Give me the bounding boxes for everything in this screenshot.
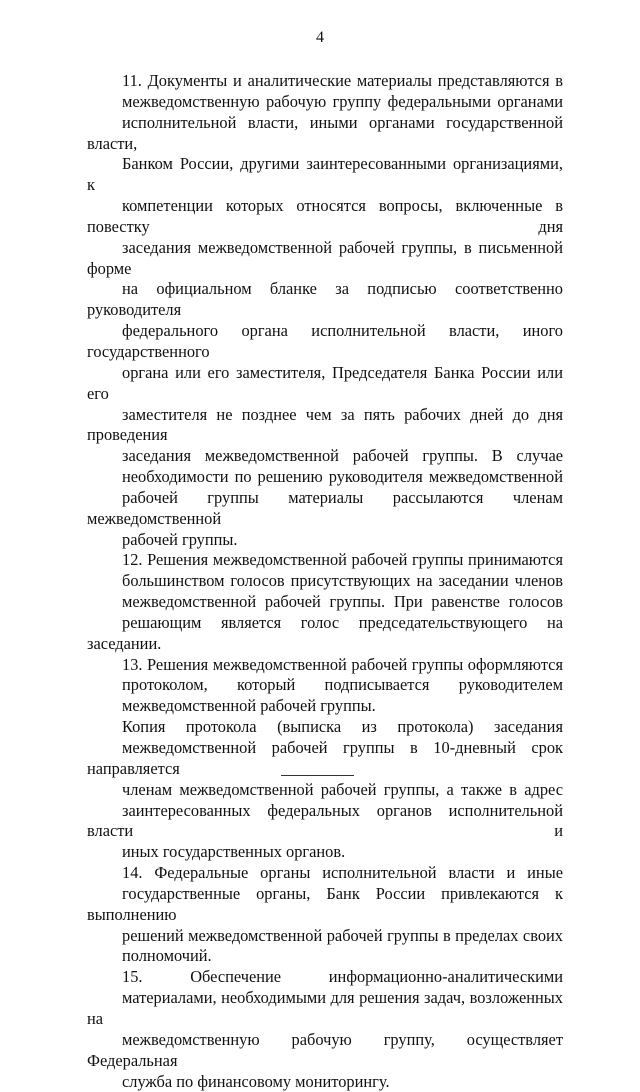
text-line: членам межведомственной рабочей группы, а также в адрес	[87, 780, 563, 801]
document-body	[87, 71, 563, 1092]
text-line: служба по финансовому мониторингу.	[87, 1072, 563, 1092]
text-line: 11. Документы и аналитические материалы представляются в	[87, 71, 563, 92]
text-line: межведомственной рабочей группы в 10-дневный срок направляется	[87, 738, 563, 780]
paragraph	[87, 967, 563, 1092]
text-line: государственные органы, Банк России привлекаются к выполнению	[87, 884, 563, 926]
text-line: межведомственной рабочей группы. При равенстве голосов	[87, 592, 563, 613]
text-line: материалами, необходимыми для решения задач, возложенных на	[87, 988, 563, 1030]
text-line: Копия протокола (выписка из протокола) заседания	[87, 717, 563, 738]
end-of-text-rule	[281, 775, 354, 776]
text-line: полномочий.	[87, 946, 563, 967]
paragraph	[87, 717, 563, 863]
paragraph	[87, 863, 563, 967]
paragraph	[87, 655, 563, 718]
text-line: межведомственную рабочую группу федеральными органами	[87, 92, 563, 113]
text-line: заседания межведомственной рабочей группы. В случае	[87, 446, 563, 467]
text-line: на официальном бланке за подписью соответственно руководителя	[87, 279, 563, 321]
text-line: 15. Обеспечение информационно-аналитическими	[87, 967, 563, 988]
text-line: необходимости по решению руководителя межведомственной	[87, 467, 563, 488]
text-line: компетенции которых относятся вопросы, включенные в повестку дня	[87, 196, 563, 238]
text-line: Банком России, другими заинтересованными организациями, к	[87, 154, 563, 196]
text-line: исполнительной власти, иными органами государственной власти,	[87, 113, 563, 155]
text-line: межведомственную рабочую группу, осуществляет Федеральная	[87, 1030, 563, 1072]
text-line: решений межведомственной рабочей группы в пределах своих	[87, 926, 563, 947]
text-line: заседания межведомственной рабочей группы, в письменной форме	[87, 238, 563, 280]
text-line: иных государственных органов.	[87, 842, 563, 863]
text-line: заинтересованных федеральных органов исполнительной власти и	[87, 801, 563, 843]
text-line: решающим является голос председательствующего на заседании.	[87, 613, 563, 655]
text-line: 13. Решения межведомственной рабочей группы оформляются	[87, 655, 563, 676]
text-line: заместителя не позднее чем за пять рабочих дней до дня проведения	[87, 405, 563, 447]
page-number: 4	[0, 28, 640, 48]
text-line: федерального органа исполнительной власти, иного государственного	[87, 321, 563, 363]
paragraph	[87, 71, 563, 550]
text-line: межведомственной рабочей группы.	[87, 696, 563, 717]
text-line: органа или его заместителя, Председателя Банка России или его	[87, 363, 563, 405]
text-line: 12. Решения межведомственной рабочей группы принимаются	[87, 550, 563, 571]
text-line: протоколом, который подписывается руководителем	[87, 675, 563, 696]
text-line: большинством голосов присутствующих на заседании членов	[87, 571, 563, 592]
text-line: рабочей группы.	[87, 530, 563, 551]
text-line: 14. Федеральные органы исполнительной власти и иные	[87, 863, 563, 884]
text-line: рабочей группы материалы рассылаются членам межведомственной	[87, 488, 563, 530]
paragraph	[87, 550, 563, 654]
